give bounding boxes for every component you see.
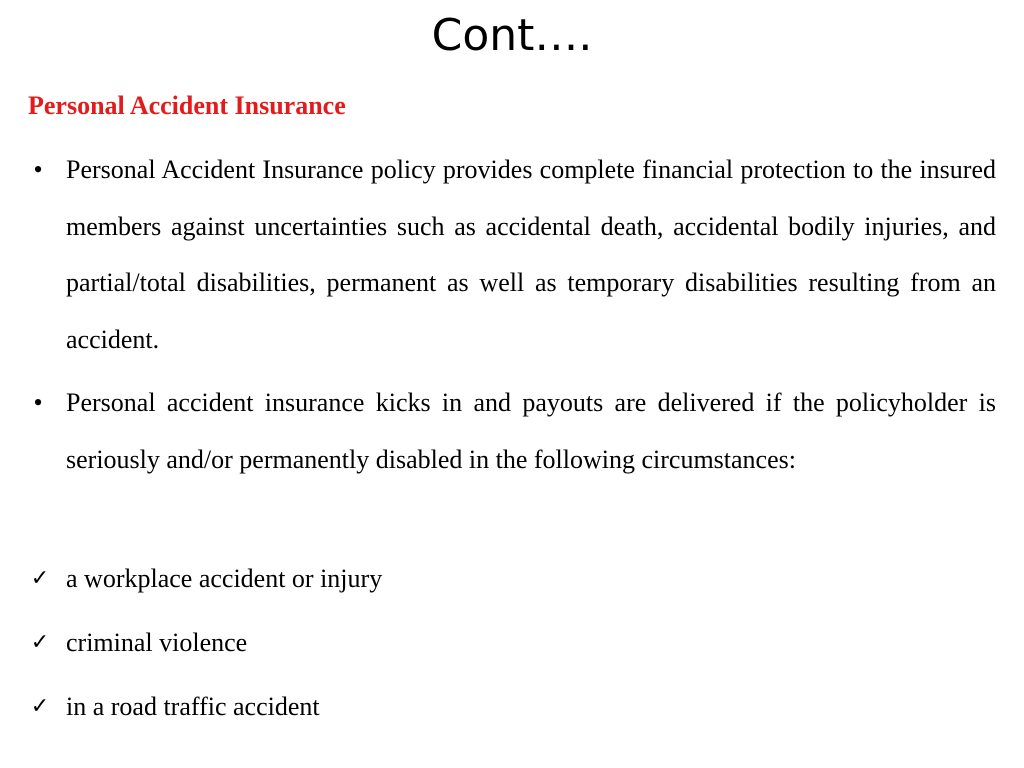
bullet-text: Personal accident insurance kicks in and payouts are delivered if the policyholder is seriously and/or permanently disabled in the following circumstances: [66, 388, 996, 474]
checkmark-icon: ✓ [30, 566, 50, 591]
checklist-text: in a road traffic accident [66, 692, 320, 721]
bullet-icon: • [33, 388, 43, 417]
bullet-icon: • [33, 155, 43, 184]
section-heading: Personal Accident Insurance [28, 91, 346, 120]
bullet-text: Personal Accident Insurance policy provides complete financial protection to the insured members against uncertainties such as accidental death, accidental bodily injuries, and partial/total disabilities, permanent as well as temporary disabilities resulting from an accident. [66, 155, 996, 354]
checklist-text: criminal violence [66, 628, 248, 657]
slide-title: Cont…. [431, 10, 593, 61]
checkmark-icon: ✓ [30, 694, 50, 719]
checkmark-icon: ✓ [30, 630, 50, 655]
checklist-text: a workplace accident or injury [66, 564, 383, 593]
